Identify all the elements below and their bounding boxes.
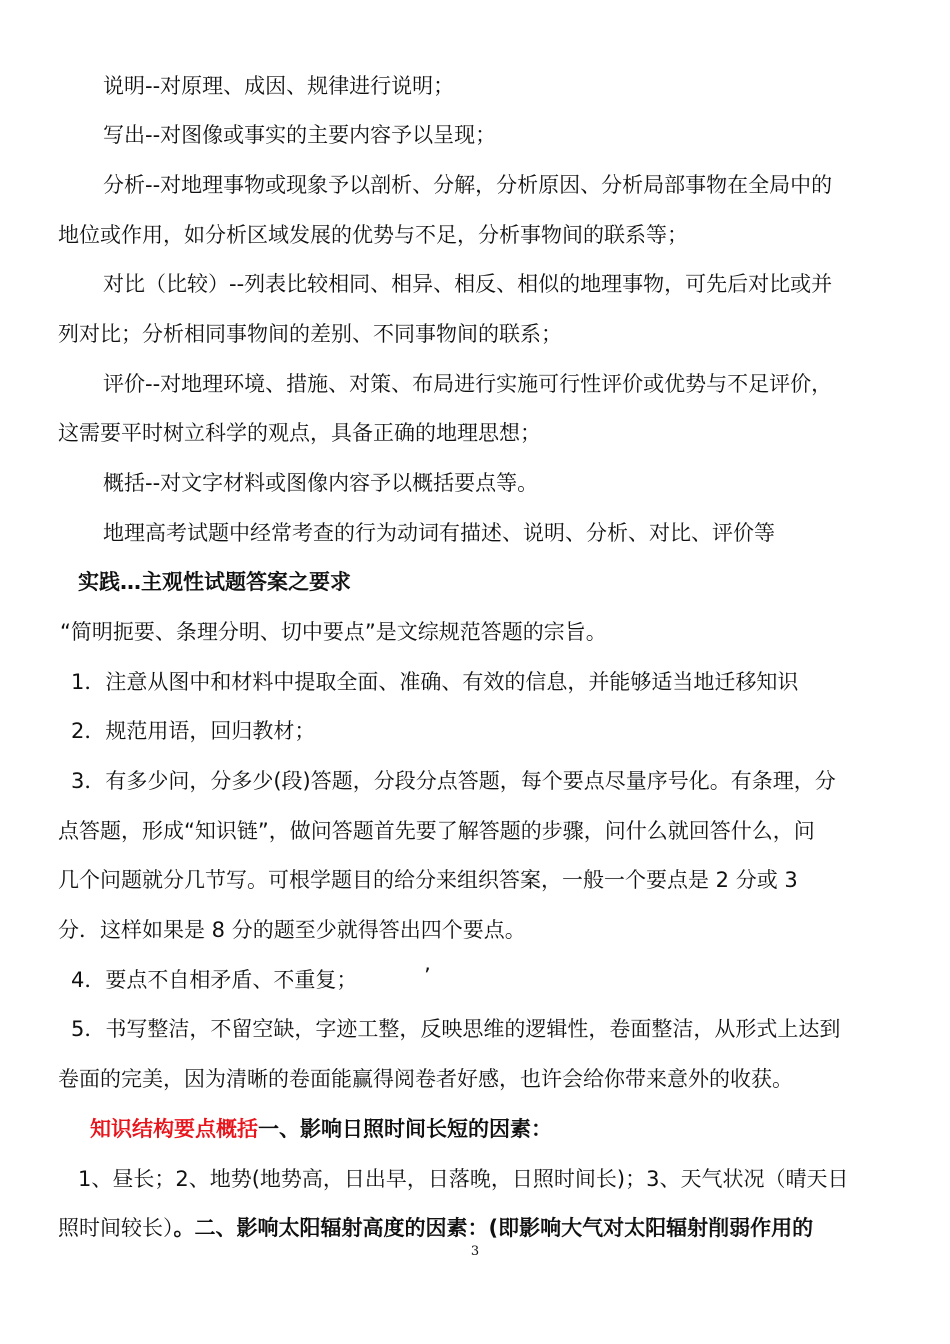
text-fragment: 照时间较长）	[58, 1216, 174, 1240]
text-line: 1、昼长；2、地势(地势高，日出早，日落晚，日照时间长)；3、天气状况（晴天日	[78, 1167, 849, 1191]
text-line: “简明扼要、条理分明、切中要点”是文综规范答题的宗旨。	[60, 620, 607, 644]
text-line: 写出--对图像或事实的主要内容予以呈现；	[103, 123, 497, 147]
list-item: 3．有多少问，分多少(段)答题，分段分点答题，每个要点尽量序号化。有条理，分	[71, 769, 836, 793]
text-line: 点答题，形成“知识链”，做问答题首先要了解答题的步骤，问什么就回答什么，问	[58, 819, 815, 843]
text-line: 对比（比较）--列表比较相同、相异、相反、相似的地理事物，可先后对比或并	[103, 272, 833, 296]
text-line: 列对比；分析相同事物间的差别、不同事物间的联系；	[58, 322, 562, 346]
text-line: 地理高考试题中经常考查的行为动词有描述、说明、分析、对比、评价等	[103, 521, 775, 545]
highlight-heading: 知识结构要点概括	[90, 1117, 258, 1141]
text-line: 几个问题就分几节写。可根学题目的给分来组织答案，一般一个要点是 2 分或 3	[58, 868, 798, 892]
text-line: 卷面的完美，因为清晰的卷面能赢得阅卷者好感，也许会给你带来意外的收获。	[58, 1067, 793, 1091]
text-line: 说明--对原理、成因、规律进行说明；	[103, 74, 455, 98]
text-line: 这需要平时树立科学的观点，具备正确的地理思想；	[58, 421, 541, 445]
section-heading: 实践…主观性试题答案之要求	[78, 570, 351, 594]
subheading: 。二、影响太阳辐射高度的因素：(即影响大气对太阳辐射削弱作用的	[173, 1216, 814, 1240]
stray-mark: ’	[424, 964, 431, 988]
text-line: 概括--对文字材料或图像内容予以概括要点等。	[103, 471, 539, 495]
text-line: 地位或作用，如分析区域发展的优势与不足，分析事物间的联系等；	[58, 223, 688, 247]
list-item: 4．要点不自相矛盾、不重复；	[71, 968, 358, 992]
text-line: 分．这样如果是 8 分的题至少就得答出四个要点。	[58, 918, 526, 942]
text-line: 分析--对地理事物或现象予以剖析、分解，分析原因、分析局部事物在全局中的	[103, 173, 833, 197]
list-item: 5．书写整洁，不留空缺，字迹工整，反映思维的逻辑性，卷面整洁，从形式上达到	[71, 1017, 841, 1041]
page-number: 3	[470, 1244, 480, 1259]
text-line: 评价--对地理环境、措施、对策、布局进行实施可行性评价或优势与不足评价，	[103, 372, 833, 396]
list-item: 2．规范用语，回归教材；	[71, 719, 316, 743]
section-heading	[90, 1114, 552, 1144]
list-item: 1．注意从图中和材料中提取全面、准确、有效的信息，并能够适当地迁移知识	[71, 670, 799, 694]
subheading: 一、影响日照时间长短的因素：	[258, 1117, 552, 1141]
text-line	[58, 1213, 813, 1243]
